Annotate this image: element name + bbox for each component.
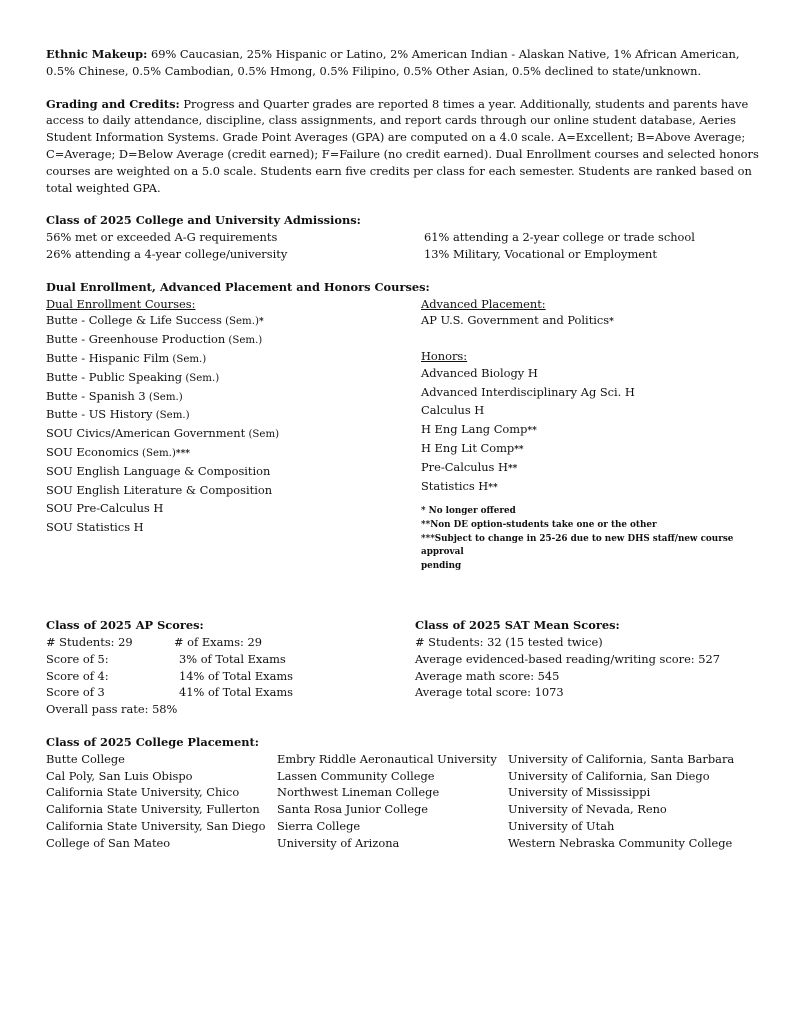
ethnic-makeup-label: Ethnic Makeup: [46,47,148,61]
course-name: Butte - Spanish 3 [46,388,146,403]
college-name: Western Nebraska Community College [508,835,733,850]
sat-stat: # Students: 32 (15 tested twice) [415,635,603,650]
college-name: Sierra College [277,819,361,834]
sat-stat: Average total score: 1073 [415,685,564,700]
course-name: SOU Statistics H [46,520,144,535]
spacer [421,331,761,348]
college-name: Butte College [46,751,125,766]
college-name: California State University, Fullerton [46,802,260,817]
admissions-right-column [424,229,695,263]
course-name: Advanced Interdisciplinary Ag Sci. H [421,384,635,399]
course-semester: (Sem.) [182,372,220,384]
college-name: Northwest Lineman College [277,785,440,800]
placement-section [46,734,761,852]
course-name: Butte - Greenhouse Production [46,332,226,347]
placement-heading: Class of 2025 College Placement: [46,735,259,750]
honors-heading: Honors: [421,348,468,363]
courses-heading: Dual Enrollment, Advanced Placement and Honors Courses: [46,279,430,294]
course-footnote-mark: ** [514,444,524,455]
course-item [421,384,761,403]
admissions-stat: 26% attending a 4-year college/university [46,246,288,261]
course-footnote-mark: ** [488,482,498,493]
course-item [46,444,421,463]
course-item [421,365,761,384]
course-name: H Eng Lit Comp [421,440,515,455]
college-name: University of California, Santa Barbara [508,751,735,766]
placement-column-2 [277,751,508,852]
college-name: Santa Rosa Junior College [277,802,429,817]
footnote: ***Subject to change in 25-26 due to new DHS staff/new course approval [421,533,734,558]
college-name: Cal Poly, San Luis Obispo [46,768,193,783]
course-name: SOU English Literature & Composition [46,482,273,497]
course-semester: (Sem.) [138,447,176,459]
course-footnote-mark: ** [507,463,518,474]
sat-stat: Average evidenced-based reading/writing score: 527 [415,651,721,666]
course-footnote-mark: *** [175,448,191,459]
footnote: * No longer offered [421,506,516,517]
grading-text: Progress and Quarter grades are reported 8 times a year. Additionally, students and parents have access to daily attendance, discipline, class assignments, and report cards through our online student database, Aeries Student Information Systems. Grade Point Averages (GPA) are computed on a 4.0 scale. A=Excellent; B=Above Average; C=Average; D=Below Average (credit earned); F=Failure (no credit earned). Dual Enrollment courses and selected honors courses are weighted on a 5.0 scale. Students earn five credits per class for each semester. Students are ranked based on total weighted GPA. [46,96,759,195]
course-item [46,388,421,407]
course-name: Butte - US History [46,407,153,422]
ap-score-value: 41% of Total Exams [179,685,294,700]
admissions-stat: 61% attending a 2-year college or trade school [424,230,695,245]
course-semester: (Sem.) [221,316,259,328]
course-semester: (Sem.) [152,410,190,422]
college-name: Lassen Community College [277,768,435,783]
ethnic-makeup-text: 69% Caucasian, 25% Hispanic or Latino, 2% American Indian - Alaskan Native, 1% African American, 0.5% Chinese, 0.5% Cambodian, 0.5% Hmong, 0.5% Filipino, 0.5% Other Asian, 0.5% declined to state/unknown. [46,47,740,78]
college-name: University of Arizona [277,835,400,850]
course-footnote-mark: * [258,317,264,328]
grading-paragraph [46,96,761,197]
course-name: SOU Civics/American Government [46,426,246,441]
course-item [421,402,761,421]
course-item [46,406,421,425]
ap-exams-count: # of Exams: 29 [174,635,262,650]
scores-section [46,617,761,718]
ap-honors-column [421,296,761,574]
course-name: SOU Pre-Calculus H [46,501,164,516]
sat-stat: Average math score: 545 [415,668,560,683]
dual-enrollment-heading: Dual Enrollment Courses: [46,296,196,311]
course-name: Butte - Public Speaking [46,369,183,384]
course-name: H Eng Lang Comp [421,422,528,437]
course-item [421,421,761,440]
footnote: **Non DE option-students take one or the other [421,519,657,530]
course-semester: (Sem.) [225,335,263,347]
college-name: College of San Mateo [46,835,171,850]
placement-column-3 [508,751,734,852]
course-semester: (Sem.) [169,353,207,365]
dual-enrollment-list [46,312,421,538]
course-semester: (Sem.) [145,391,183,403]
honors-list [421,365,761,497]
footnotes [421,505,761,573]
course-item [46,312,421,331]
course-item [46,500,421,519]
ap-score-value: 14% of Total Exams [179,668,294,683]
ap-pass-rate: Overall pass rate: 58% [46,702,178,717]
college-name: University of Mississippi [508,785,651,800]
placement-column-1 [46,751,277,852]
ap-scores-block [46,617,415,718]
college-name: Embry Riddle Aeronautical University [277,751,497,766]
course-item [421,440,761,459]
dual-enrollment-column [46,296,421,574]
advanced-placement-list [421,312,761,331]
course-item [46,331,421,350]
course-name: Pre-Calculus H [421,459,508,474]
ap-score-label: Score of 4: [46,668,109,683]
course-item [46,350,421,369]
college-name: University of Utah [508,819,615,834]
course-name: Butte - Hispanic Film [46,350,170,365]
course-name: Statistics H [421,478,489,493]
admissions-stat: 13% Military, Vocational or Employment [424,246,657,261]
admissions-section [46,212,761,262]
ap-score-label: Score of 3 [46,685,105,700]
document-page [46,46,761,852]
course-item [46,482,421,501]
footnote: pending [421,560,462,571]
courses-section [46,279,761,574]
admissions-heading: Class of 2025 College and University Admissions: [46,213,361,228]
course-name: AP U.S. Government and Politics [421,313,610,328]
ap-score-value: 3% of Total Exams [179,651,286,666]
college-name: California State University, Chico [46,785,240,800]
course-item [46,425,421,444]
admissions-stat: 56% met or exceeded A-G requirements [46,230,278,245]
course-item [421,459,761,478]
course-item [46,519,421,538]
course-name: SOU Economics [46,444,139,459]
course-name: Advanced Biology H [421,365,538,380]
college-name: University of Nevada, Reno [508,802,667,817]
ap-scores-heading: Class of 2025 AP Scores: [46,618,204,633]
advanced-placement-heading: Advanced Placement: [421,296,546,311]
course-name: Calculus H [421,403,485,418]
college-name: California State University, San Diego [46,819,266,834]
college-name: University of California, San Diego [508,768,710,783]
grading-label: Grading and Credits: [46,96,180,111]
ap-score-label: Score of 5: [46,651,109,666]
course-footnote-mark: ** [527,426,537,437]
course-item [421,312,761,331]
sat-heading: Class of 2025 SAT Mean Scores: [415,618,620,633]
course-footnote-mark: * [609,317,614,328]
admissions-left-column [46,229,424,263]
ethnic-makeup-paragraph [46,46,761,80]
course-item [421,478,761,497]
course-name: Butte - College & Life Success [46,313,222,328]
course-semester: (Sem) [245,429,280,441]
course-item [46,369,421,388]
course-name: SOU English Language & Composition [46,463,271,478]
ap-students-count: # Students: 29 [46,635,133,650]
sat-scores-block [415,617,720,718]
course-item [46,463,421,482]
